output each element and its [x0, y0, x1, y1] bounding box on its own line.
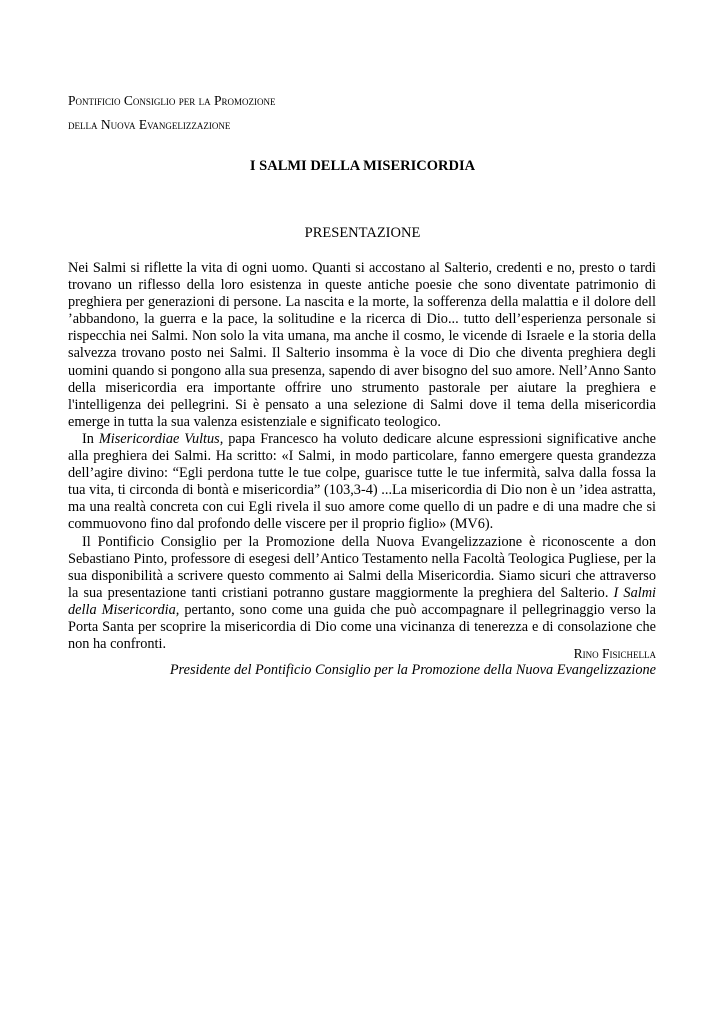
header-line-1: Pontificio Consiglio per la Promozione — [68, 93, 276, 108]
paragraph-3-text: Il Pontificio Consiglio per la Promozione della Nuova Evangelizzazione è riconoscente a don Sebastiano Pinto, professore di esegesi dell’Antico Testamento nella Facoltà Teologica Pugliese, per la sua disponibilità a scrivere questo commento ai Salmi della Misericordia. Siamo sicuri che attraverso la sua presentazione tanti cristiani potranno gustare maggiormente la preghiera del Salterio. — [68, 533, 656, 601]
paragraph-2 — [68, 431, 656, 534]
paragraph-3-rest: pertanto, sono come una guida che può accompagnare il pellegrinaggio verso la Porta Santa per scoprire la misericordia di Dio come una vicinanza di tenerezza e di consolazione che non ha confronti. — [68, 601, 657, 653]
document-body — [68, 260, 656, 653]
paragraph-1: Nei Salmi si riflette la vita di ogni uomo. Quanti si accostano al Salterio, credenti e no, presto o tardi trovano un riflesso della loro esistenza in queste antiche poesie che sono diventate patrimonio di preghiera per generazioni di persone. La nascita e la morte, la sofferenza della malattia e il dolore dell ’abbandono, la guerra e la pace, la solitudine e la ricerca di Dio... tutto dell’esperienza personale si rispecchia nei Salmi. Non solo la vita umana, ma anche il cosmo, le vicende di Israele e la storia della salvezza trovano posto nei Salmi. Il Salterio insomma è la voce di Dio che diventa preghiera degli uomini quando si pongono alla sua presenza, sapendo di aver bisogno del suo amore. Nell’Anno Santo della misericordia era importante offrire uno strumento pastorale per aiutare la preghiera e l'intelligenza dei pellegrini. Si è pensato a una selezione di Salmi dove il tema della misericordia emerge in tutta la sua valenza esistenziale e significato teologico. — [68, 260, 656, 430]
paragraph-2-text: papa Francesco ha voluto dedicare alcune espressioni significative anche alla preghiera dei Salmi. Ha scritto: «I Salmi, in modo particolare, fanno emergere questa grandezza dell’agire divino: “Egli perdona tutte le tue colpe, guarisce tutte le tue infermità, salva dalla fossa la tua vita, ti circonda di bontà e misericordia” (103,3-4) ...La misericordia di Dio non è un ’idea astratta, ma una realtà concreta con cui Egli rivela il suo amore come quello di un padre e di una madre che si commuovono fino dal profondo delle viscere per il proprio figlio» (MV6). — [68, 430, 656, 533]
document-title-text: I SALMI DELLA MISERICORDIA — [249, 158, 476, 174]
paragraph-3-work-title: I Salmi della Misericordia, — [68, 584, 656, 618]
header-line-2: della Nuova Evangelizzazione — [68, 117, 231, 132]
paragraph-2-prefix: In — [82, 430, 99, 447]
paragraph-2-work-title: Misericordiae Vultus, — [98, 430, 224, 447]
paragraph-3 — [68, 534, 656, 654]
section-title: PRESENTAZIONE — [304, 225, 421, 241]
signature-role: Presidente del Pontificio Consiglio per la Promozione della Nuova Evangelizzazione — [169, 662, 656, 678]
document-title — [0, 157, 725, 175]
signature-name: Rino Fisichella — [573, 646, 656, 661]
